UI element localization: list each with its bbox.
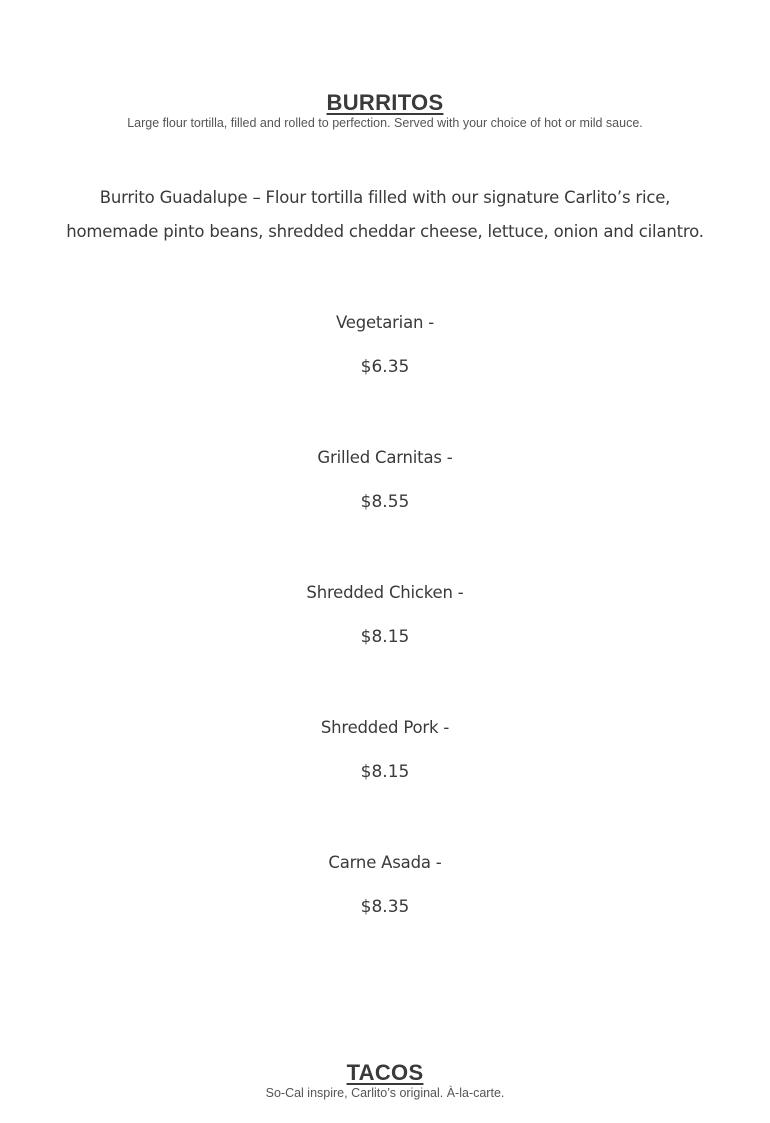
menu-item-name: Carne Asada - — [328, 853, 442, 872]
burritos-subtitle: Large flour tortilla, filled and rolled to perfection. Served with your choice of hot or mild sauce. — [127, 116, 643, 130]
tacos-title: TACOS — [346, 1060, 424, 1085]
menu-item-price: $8.35 — [360, 897, 410, 917]
menu-item-shredded-pork — [0, 717, 770, 783]
menu-item-grilled-carnitas — [0, 447, 770, 513]
menu-item-price: $6.35 — [360, 357, 410, 377]
menu-item-name: Shredded Chicken - — [306, 583, 464, 602]
tacos-subtitle: So-Cal inspire, Carlito’s original. À-la-carte. — [265, 1086, 505, 1100]
burrito-guadalupe-description: Burrito Guadalupe – Flour tortilla filled with our signature Carlito’s rice, homemade pinto beans, shredded cheddar cheese, lettuce, onion and cilantro. — [66, 188, 704, 241]
menu-item-name: Grilled Carnitas - — [317, 448, 453, 467]
burritos-title: BURRITOS — [326, 90, 444, 115]
menu-item-name: Shredded Pork - — [320, 718, 450, 737]
menu-item-vegetarian — [0, 312, 770, 378]
menu-item-price: $8.55 — [360, 492, 410, 512]
menu-item-price: $8.15 — [360, 762, 410, 782]
menu-item-carne-asada — [0, 852, 770, 918]
menu-item-price: $8.15 — [360, 627, 410, 647]
menu-item-name: Vegetarian - — [335, 313, 435, 332]
menu-item-shredded-chicken — [0, 582, 770, 648]
